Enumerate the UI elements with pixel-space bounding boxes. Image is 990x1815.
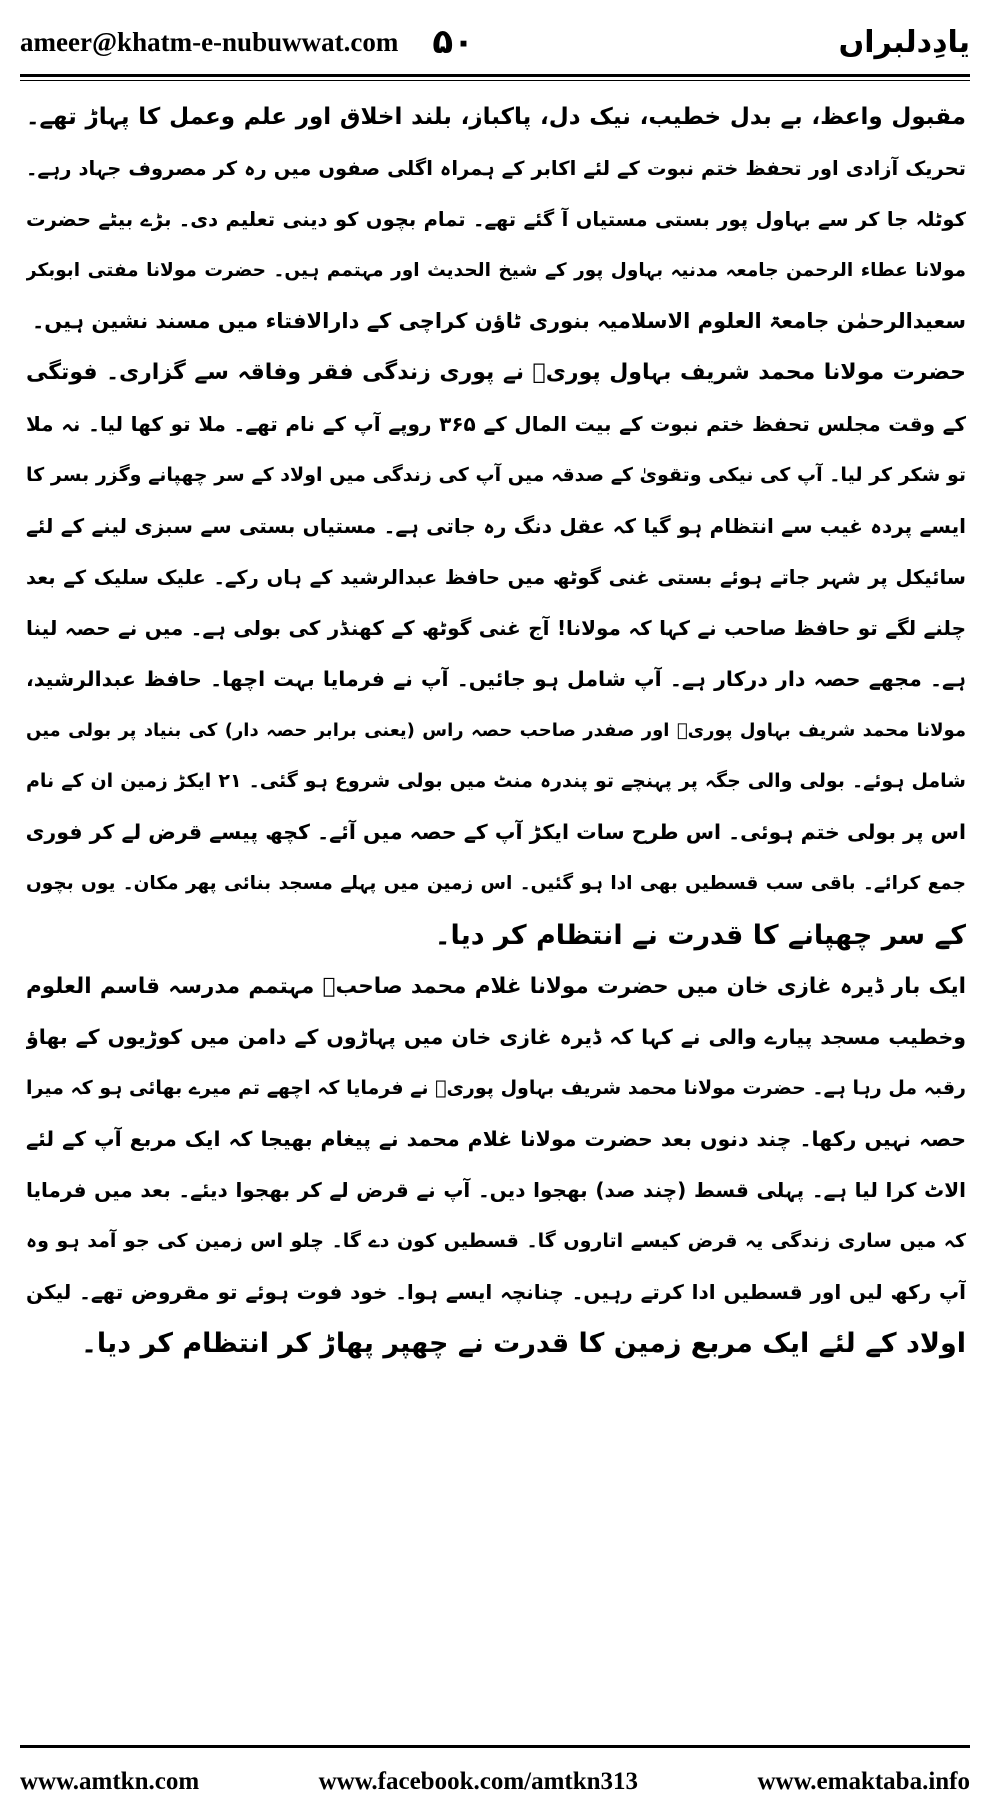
text-line: کے وقت مجلس تحفظ ختم نبوت کے بیت المال کے ۳۶۵ روپے آپ کے نام تھے۔ ملا تو کھا لیا۔ نہ ملا — [26, 411, 966, 436]
text-line: تو شکر کر لیا۔ آپ کی نیکی وتقویٰ کے صدقہ میں آپ کی زندگی میں اولاد کے سر چھپانے وگزر بسر کا — [26, 463, 966, 486]
text-line: ہے۔ مجھے حصہ دار درکار ہے۔ آپ شامل ہو جائیں۔ آپ نے فرمایا بہت اچھا۔ حافظ عبدالرشید، — [26, 667, 966, 692]
text-line: کوٹلہ جا کر سے بہاول پور بستی مستیاں آ گئے تھے۔ تمام بچوں کو دینی تعلیم دی۔ بڑے بیٹے حضرت — [26, 208, 966, 232]
page-footer — [20, 1762, 970, 1802]
text-line: کہ میں ساری زندگی یہ قرض کیسے اتاروں گا۔ قسطیں کون دے گا۔ چلو اس زمین کی جو آمد ہو وہ — [26, 1230, 966, 1253]
text-line: حصہ نہیں رکھا۔ چند دنوں بعد حضرت مولانا غلام محمد نے پیغام بھیجا کہ ایک مربع آپ کے لئے — [26, 1126, 966, 1151]
text-line: حضرت مولانا محمد شریف بہاول پوریؒ نے پوری زندگی فقر وفاقہ سے گزاری۔ فوتگی — [26, 360, 966, 386]
text-line: اس پر بولی ختم ہوئی۔ اس طرح سات ایکڑ آپ کے حصہ میں آئے۔ کچھ پیسے قرض لے کر فوری — [26, 820, 966, 845]
text-line: اولاد کے لئے ایک مربع زمین کا قدرت نے چھپر پھاڑ کر انتظام کر دیا۔ — [81, 1328, 966, 1360]
text-line: ایسے پردہ غیب سے انتظام ہو گیا کہ عقل دنگ رہ جاتی ہے۔ مستیاں بستی سے سبزی لینے کے لئے — [26, 513, 966, 538]
text-line: شامل ہوئے۔ بولی والی جگہ پر پہنچے تو پندرہ منٹ میں بولی شروع ہو گئی۔ ۲۱ ایکڑ زمین ان کے نام — [26, 770, 966, 793]
text-line: مقبول واعظ، بے بدل خطیب، نیک دل، پاکباز، بلند اخلاق اور علم وعمل کا پہاڑ تھے۔ — [26, 104, 966, 130]
text-line: مولانا عطاء الرحمن جامعہ مدنیہ بہاول پور کے شیخ الحدیث اور مہتمم ہیں۔ حضرت مولانا مفتی ابوبکر — [26, 260, 966, 282]
text-line: ایک بار ڈیرہ غازی خان میں حضرت مولانا غلام محمد صاحبؒ مہتمم مدرسہ قاسم العلوم — [26, 973, 966, 999]
page-number: ۵۰ — [432, 22, 474, 62]
text-line: کے سر چھپانے کا قدرت نے انتظام کر دیا۔ — [434, 919, 966, 951]
text-line: الاٹ کرا لیا ہے۔ پہلی قسط (چند صد) بھجوا دیں۔ آپ نے قرض لے کر بھجوا دیئے۔ بعد میں فرمایا — [26, 1177, 966, 1202]
text-line: آپ رکھ لیں اور قسطیں ادا کرتے رہیں۔ چنانچہ ایسے ہوا۔ خود فوت ہوئے تو مقروض تھے۔ لیکن — [26, 1280, 966, 1305]
footer-rule — [20, 1745, 970, 1748]
book-title: یادِدلبراں — [838, 24, 970, 60]
page-header — [20, 14, 970, 70]
text-line: تحریک آزادی اور تحفظ ختم نبوت کے لئے اکابر کے ہمراہ اگلی صفوں میں رہ کر مصروف جہاد رہے۔ — [26, 157, 966, 181]
header-rule — [20, 74, 970, 81]
footer-link-facebook: www.facebook.com/amtkn313 — [318, 1768, 639, 1795]
text-line: جمع کرائے۔ باقی سب قسطیں بھی ادا ہو گئیں۔ اس زمین میں پہلے مسجد بنائی پھر مکان۔ یوں بچوں — [26, 873, 966, 895]
header-left — [20, 22, 474, 62]
text-line: وخطیب مسجد پیارے والی نے کہا کہ ڈیرہ غازی خان میں پہاڑوں کے دامن میں کوڑیوں کے بھاؤ — [26, 1024, 966, 1049]
text-line: سعیدالرحمٰن جامعۃ العلوم الاسلامیہ بنوری ٹاؤن کراچی کے دارالافتاء میں مسند نشین ہیں۔ — [31, 309, 966, 334]
text-line: رقبہ مل رہا ہے۔ حضرت مولانا محمد شریف بہاول پوریؒ نے فرمایا کہ اچھے تم میرے بھائی ہو کہ میرا — [26, 1076, 966, 1099]
text-line: مولانا محمد شریف بہاول پوریؒ اور صفدر صاحب حصہ راس (یعنی برابر حصہ دار) کی بنیاد پر بولی میں — [26, 720, 966, 742]
footer-link-amtkn: www.amtkn.com — [20, 1768, 200, 1795]
text-line: چلنے لگے تو حافظ صاحب نے کہا کہ مولانا! آج غنی گوٹھ کے کھنڈر کی بولی ہے۔ میں نے حصہ لینا — [26, 615, 966, 640]
footer-link-emaktaba: www.emaktaba.info — [757, 1768, 970, 1795]
header-email: ameer@khatm-e-nubuwwat.com — [20, 26, 399, 57]
body-text — [26, 92, 966, 1719]
text-line: سائیکل پر شہر جاتے ہوئے بستی غنی گوٹھ میں حافظ عبدالرشید کے ہاں رکے۔ علیک سلیک کے بعد — [26, 565, 966, 589]
